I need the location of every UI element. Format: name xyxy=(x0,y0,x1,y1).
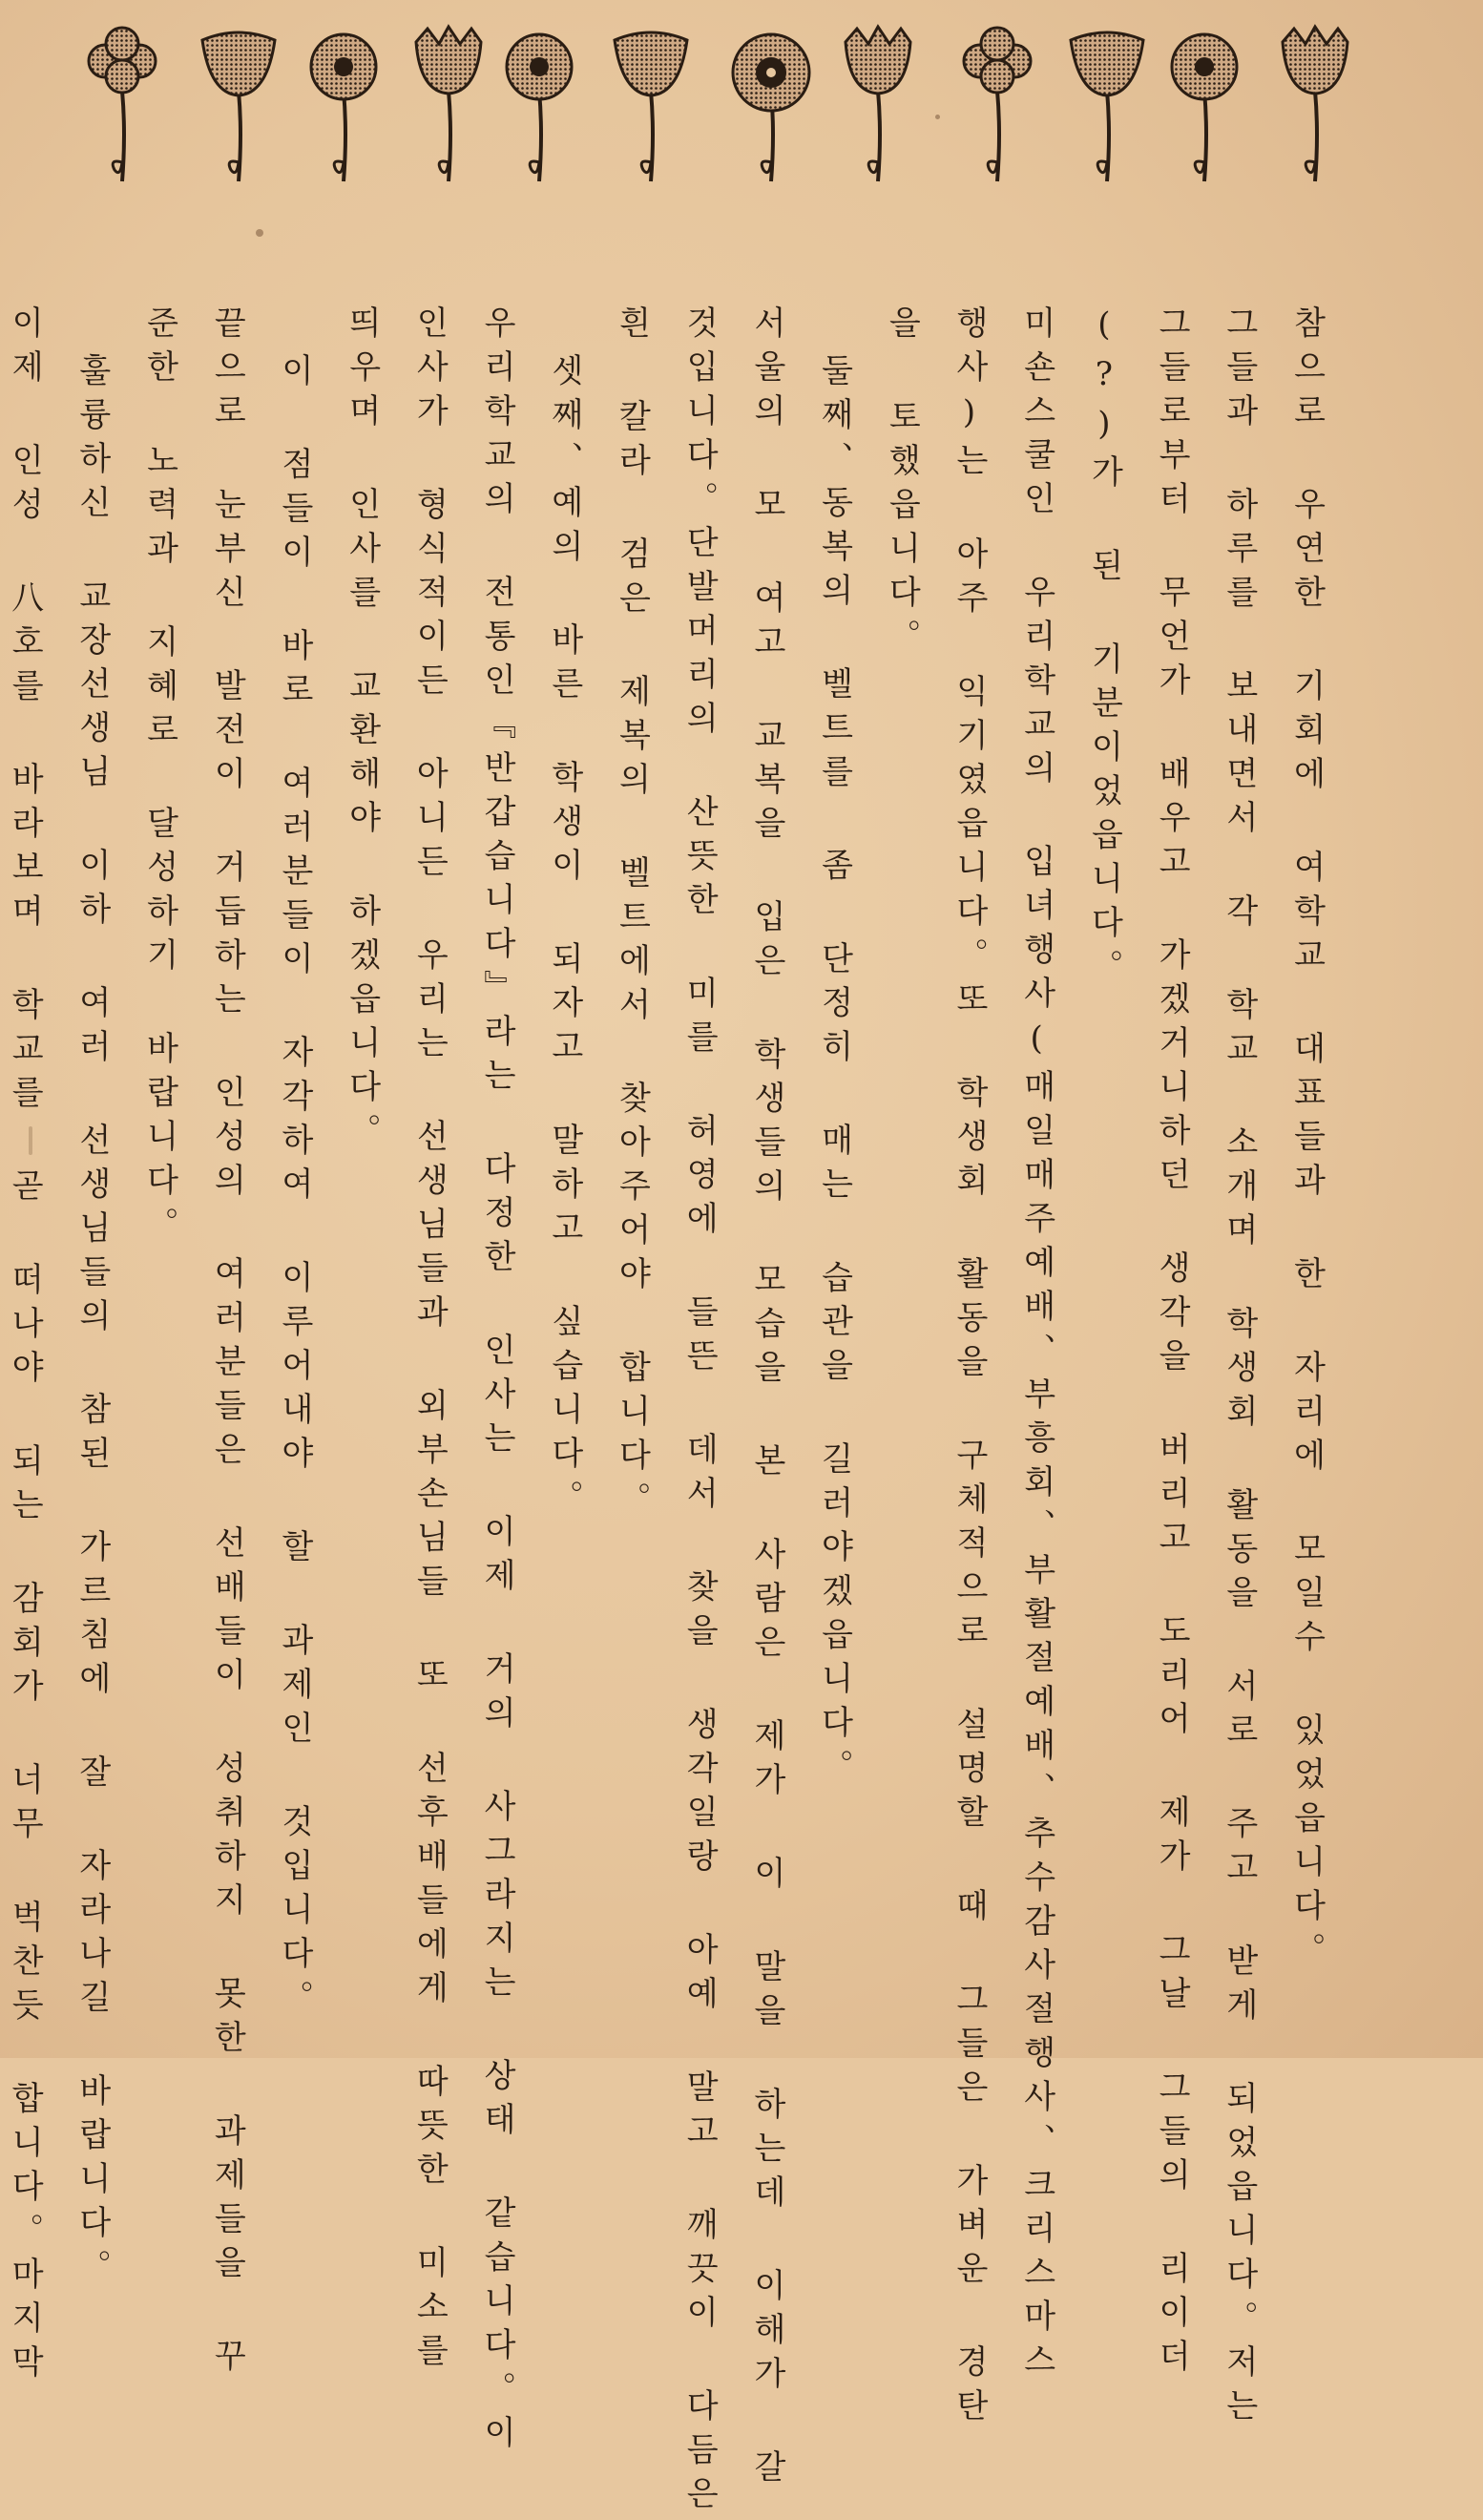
flower-icon xyxy=(1172,34,1237,181)
article-text xyxy=(5,305,1340,2520)
text-line: 훌륭하신 교장선생님 이하 여러 선생님들의 참된 가르침에 잘 자라나길 바랍니다。 xyxy=(73,353,112,2293)
flower-icon xyxy=(311,34,376,181)
flower-icon xyxy=(964,28,1031,181)
text-line: 우리학교의 전통인『반갑습니다』라는 다정한 인사는 이제 거의 사그라지는 상태 같습니다。이 xyxy=(477,305,516,2459)
flower-icon xyxy=(1071,32,1143,181)
text-line: 끝으로 눈부신 발전이 거듭하는 인성의 여러분들은 선배들이 성취하지 못한 과제들을 꾸 xyxy=(207,305,246,2383)
flower-icon xyxy=(846,27,910,181)
text-line: 을 토했읍니다。 xyxy=(882,305,921,662)
flower-border-illustration xyxy=(57,10,1374,200)
paper-speck xyxy=(935,115,940,119)
text-line: 셋째、예의 바른 학생이 되자고 말하고 싶습니다。 xyxy=(545,353,584,1523)
text-line: 띄우며 인사를 교환해야 하겠읍니다。 xyxy=(343,305,382,1157)
flower-icon xyxy=(507,34,572,181)
text-line: 이 점들이 바로 여러분들이 자각하여 이루어내야 할 과제인 것입니다。 xyxy=(275,353,314,2024)
flower-icon xyxy=(615,32,687,181)
text-line: 행사)는 아주 익기였읍니다。또 학생회 활동을 구체적으로 설명할 때 그들은 가벼운 경탄 xyxy=(950,305,989,2432)
paper-speck xyxy=(256,229,263,237)
text-line: 참으로 우연한 기회에 여학교 대표들과 한 자리에 모일수 있었읍니다。 xyxy=(1287,305,1326,1976)
flower-icon xyxy=(1283,27,1347,181)
text-line: 그들로부터 무언가 배우고 가겠거니하던 생각을 버리고 도리어 제가 그날 그들의 리이더 xyxy=(1152,305,1191,2383)
text-line: 미숀스쿨인 우리학교의 입녀행사(매일매주예배、부흥회、부활절예배、추수감사절행사、크리스마스 xyxy=(1017,305,1056,2386)
flower-icon xyxy=(89,28,156,181)
flower-border xyxy=(57,10,1374,200)
text-line: 인사가 형식적이든 아니든 우리는 선생님들과 외부손님들 또 선후배들에게 따뜻한 미소를 xyxy=(409,305,449,2377)
flower-icon xyxy=(202,32,275,181)
text-line: 그들과 하루를 보내면서 각 학교 소개며 학생회 활동을 서로 주고 받게 되었읍니다。저는 xyxy=(1220,305,1259,2432)
text-line: (?)가 된 기분이었읍니다。 xyxy=(1084,305,1123,993)
text-line: 것입니다。단발머리의 산뜻한 미를 허영에 들뜬 데서 찾을 생각일랑 아예 말고 깨끗이 다듬은 xyxy=(679,305,719,2520)
text-line: 준한 노력과 지혜로 달성하기 바랍니다。 xyxy=(140,305,179,1250)
flower-icon xyxy=(416,27,481,181)
text-line: 흰 칼라 검은 제복의 벨트에서 찾아주어야 합니다。 xyxy=(612,305,651,1525)
text-line: 서울의 모 여고 교복을 입은 학생들의 모습을 본 사람은 제가 이 말을 하는데 이해가 갈 xyxy=(747,305,786,2493)
text-line: 둘째、동복의 벨트를 좀 단정히 매는 습관을 길러야겠읍니다。 xyxy=(815,353,854,1793)
text-line: 이제 인성 八호를 바라보며 학교를 곧 떠나야 되는 감회가 너무 벅찬듯 합니다。마지막 xyxy=(5,305,44,2388)
flower-icon xyxy=(733,34,809,181)
paper-speck xyxy=(29,1126,32,1155)
